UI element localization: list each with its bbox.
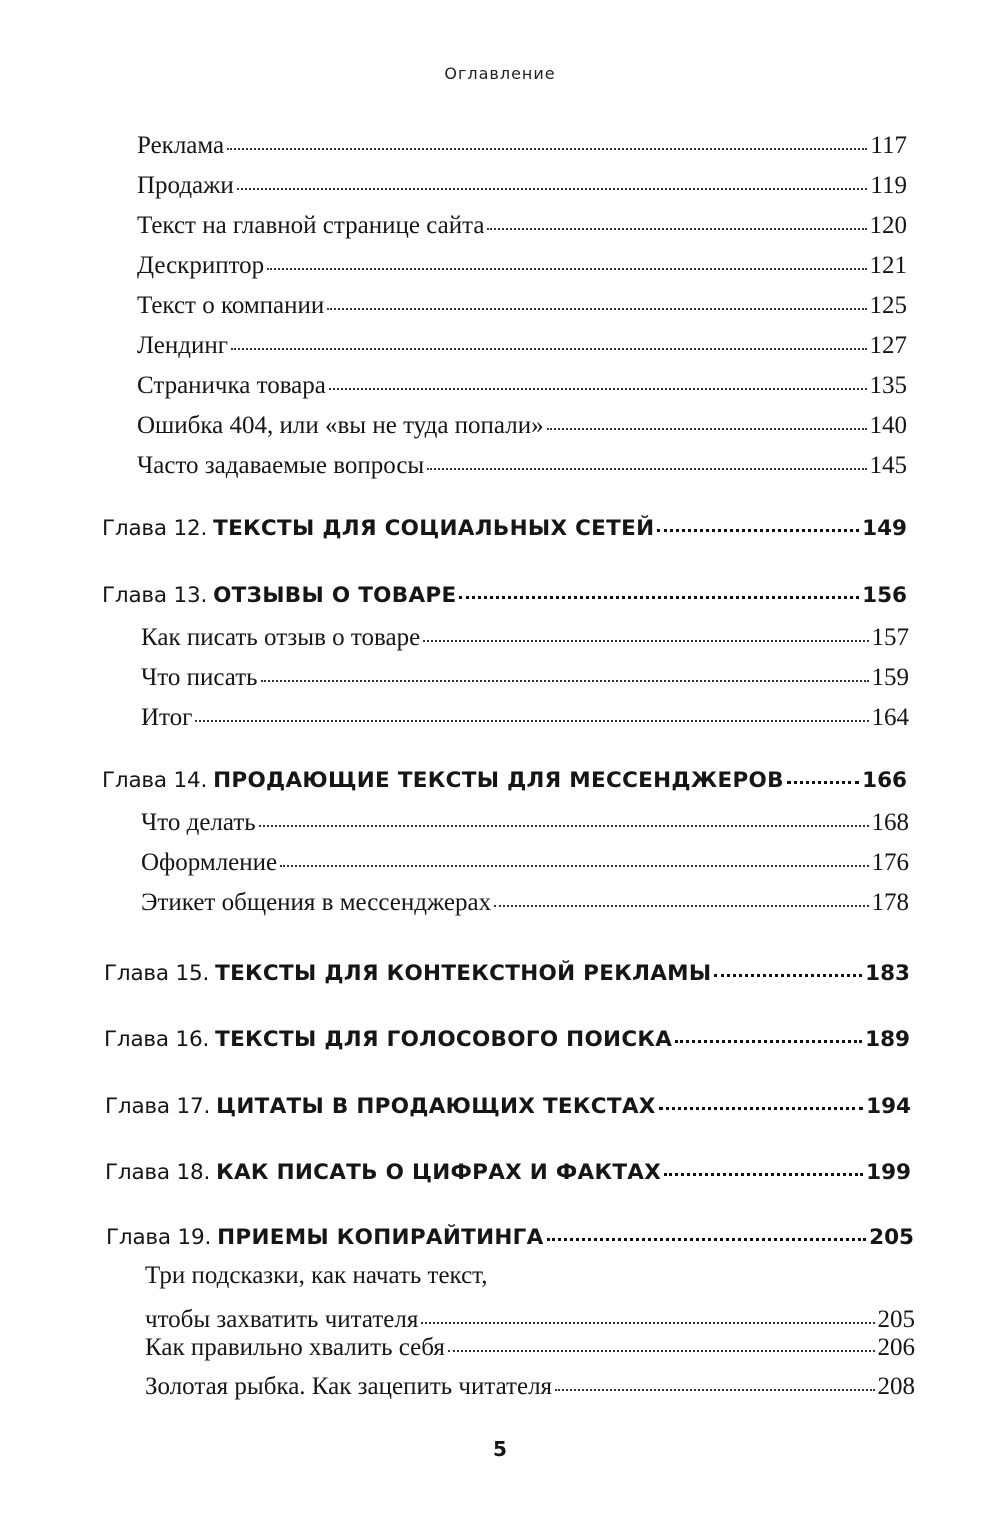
chapter-page: 189 xyxy=(865,1026,910,1052)
chapter-label: Глава 19. xyxy=(106,1224,212,1250)
entry-page: 135 xyxy=(869,372,907,399)
chapter-label: Глава 12. xyxy=(102,515,208,541)
entry-page: 164 xyxy=(871,704,909,731)
toc-entry[interactable] xyxy=(145,1328,915,1362)
chapter-title: ПРОДАЮЩИЕ ТЕКСТЫ ДЛЯ МЕССЕНДЖЕРОВ xyxy=(213,767,784,793)
dot-leader xyxy=(427,443,866,470)
chapter-16-entry[interactable] xyxy=(104,1021,910,1052)
chapter-19-entry[interactable] xyxy=(106,1219,914,1250)
chapter-18-entry[interactable] xyxy=(105,1154,911,1185)
chapter-title: ТЕКСТЫ ДЛЯ КОНТЕКСТНОЙ РЕКЛАМЫ xyxy=(215,960,712,986)
entry-page: 157 xyxy=(871,624,909,651)
chapter-page: 183 xyxy=(865,960,910,986)
entry-page: 121 xyxy=(869,252,907,279)
chapter-13-entry[interactable] xyxy=(102,577,907,608)
entry-page: 178 xyxy=(871,889,909,916)
dot-leader xyxy=(714,952,862,977)
entry-page: 119 xyxy=(870,172,907,199)
dot-leader xyxy=(459,574,859,599)
dot-leader xyxy=(329,363,867,390)
chapter-label: Глава 13. xyxy=(102,582,208,608)
entry-page: 206 xyxy=(877,1334,915,1361)
running-head: Оглавление xyxy=(444,64,556,83)
toc-entry[interactable] xyxy=(141,843,909,877)
entry-title: Итог xyxy=(141,704,193,731)
toc-entry[interactable] xyxy=(145,1367,915,1401)
dot-leader xyxy=(494,880,868,907)
toc-entry[interactable] xyxy=(141,618,909,652)
toc-entry[interactable] xyxy=(141,803,909,837)
toc-entry[interactable] xyxy=(137,446,907,480)
toc-entry[interactable] xyxy=(141,658,909,692)
chapter-14-entry[interactable] xyxy=(102,762,907,793)
dot-leader xyxy=(267,243,866,270)
toc-entry[interactable] xyxy=(137,246,907,280)
toc-entry[interactable] xyxy=(137,166,907,200)
toc-entry[interactable] xyxy=(137,286,907,320)
entry-title: Лендинг xyxy=(137,332,228,359)
entry-page: 127 xyxy=(869,332,907,359)
chapter-page: 199 xyxy=(866,1159,911,1185)
dot-leader xyxy=(487,203,866,230)
entry-title: Ошибка 404, или «вы не туда попали» xyxy=(137,412,544,439)
chapter-17-entry[interactable] xyxy=(105,1088,911,1119)
chapter-label: Глава 15. xyxy=(104,960,210,986)
chapter-label: Глава 16. xyxy=(104,1026,210,1052)
dot-leader xyxy=(423,615,868,642)
entry-title: Текст на главной странице сайта xyxy=(137,212,485,239)
dot-leader xyxy=(227,123,867,150)
dot-leader xyxy=(327,283,866,310)
page-number: 5 xyxy=(493,1437,507,1461)
entry-title: Страничка товара xyxy=(137,372,326,399)
dot-leader xyxy=(259,800,869,827)
toc-entry[interactable] xyxy=(137,326,907,360)
entry-page: 168 xyxy=(871,809,909,836)
toc-entry[interactable] xyxy=(137,406,907,440)
entry-title: Оформление xyxy=(141,849,278,876)
dot-leader xyxy=(547,1216,866,1241)
dot-leader xyxy=(547,403,867,430)
dot-leader xyxy=(664,1151,863,1176)
chapter-title: КАК ПИСАТЬ О ЦИФРАХ И ФАКТАХ xyxy=(216,1159,662,1185)
entry-title: Текст о компании xyxy=(137,292,325,319)
chapter-15-entry[interactable] xyxy=(104,955,910,986)
toc-entry[interactable] xyxy=(137,126,907,160)
dot-leader xyxy=(448,1325,875,1352)
chapter-label: Глава 18. xyxy=(105,1159,211,1185)
toc-entry[interactable] xyxy=(137,206,907,240)
chapter-page: 166 xyxy=(862,767,907,793)
entry-page: 145 xyxy=(869,452,907,479)
entry-page: 125 xyxy=(869,292,907,319)
chapter-title: ПРИЕМЫ КОПИРАЙТИНГА xyxy=(217,1224,544,1250)
dot-leader xyxy=(787,759,859,784)
dot-leader xyxy=(657,507,859,532)
entry-page: 205 xyxy=(877,1306,915,1333)
entry-title: Золотая рыбка. Как зацепить читателя xyxy=(145,1373,553,1400)
entry-title: Реклама xyxy=(137,132,225,159)
chapter-title: ЦИТАТЫ В ПРОДАЮЩИХ ТЕКСТАХ xyxy=(216,1093,656,1119)
dot-leader xyxy=(555,1364,874,1391)
chapter-title: ОТЗЫВЫ О ТОВАРЕ xyxy=(213,582,457,608)
chapter-12-entry[interactable] xyxy=(102,510,907,541)
entry-title: Этикет общения в мессенджерах xyxy=(141,889,492,916)
dot-leader xyxy=(237,163,868,190)
entry-page: 140 xyxy=(869,412,907,439)
chapter-page: 149 xyxy=(862,515,907,541)
entry-page: 159 xyxy=(871,664,909,691)
entry-page: 208 xyxy=(877,1373,915,1400)
entry-title: Продажи xyxy=(137,172,234,199)
toc-entry[interactable] xyxy=(141,698,909,732)
toc-entry-multiline[interactable] xyxy=(145,1262,915,1334)
dot-leader xyxy=(231,323,867,350)
dot-leader xyxy=(261,655,869,682)
entry-title: Как писать отзыв о товаре xyxy=(141,624,421,651)
chapter-page: 194 xyxy=(866,1093,911,1119)
toc-entry[interactable] xyxy=(137,366,907,400)
dot-leader xyxy=(280,840,868,867)
entry-title: Как правильно хвалить себя xyxy=(145,1334,445,1361)
chapter-page: 205 xyxy=(869,1224,914,1250)
entry-title-line1: Три подсказки, как начать текст, xyxy=(145,1262,488,1289)
entry-page: 120 xyxy=(869,212,907,239)
entry-title: Дескриптор xyxy=(137,252,265,279)
entry-title: Что писать xyxy=(141,664,258,691)
chapter-label: Глава 17. xyxy=(105,1093,211,1119)
entry-page: 117 xyxy=(870,132,907,159)
entry-page: 176 xyxy=(871,849,909,876)
chapter-page: 156 xyxy=(862,582,907,608)
dot-leader xyxy=(675,1018,862,1043)
dot-leader xyxy=(659,1085,863,1110)
chapter-label: Глава 14. xyxy=(102,767,208,793)
toc-entry[interactable] xyxy=(141,883,909,917)
dot-leader xyxy=(195,695,868,722)
dot-leader xyxy=(421,1297,874,1324)
entry-title: Часто задаваемые вопросы xyxy=(137,452,425,479)
chapter-title: ТЕКСТЫ ДЛЯ СОЦИАЛЬНЫХ СЕТЕЙ xyxy=(213,515,655,541)
entry-title-line2: чтобы захватить читателя xyxy=(145,1306,419,1333)
chapter-title: ТЕКСТЫ ДЛЯ ГОЛОСОВОГО ПОИСКА xyxy=(215,1026,673,1052)
entry-title: Что делать xyxy=(141,809,256,836)
